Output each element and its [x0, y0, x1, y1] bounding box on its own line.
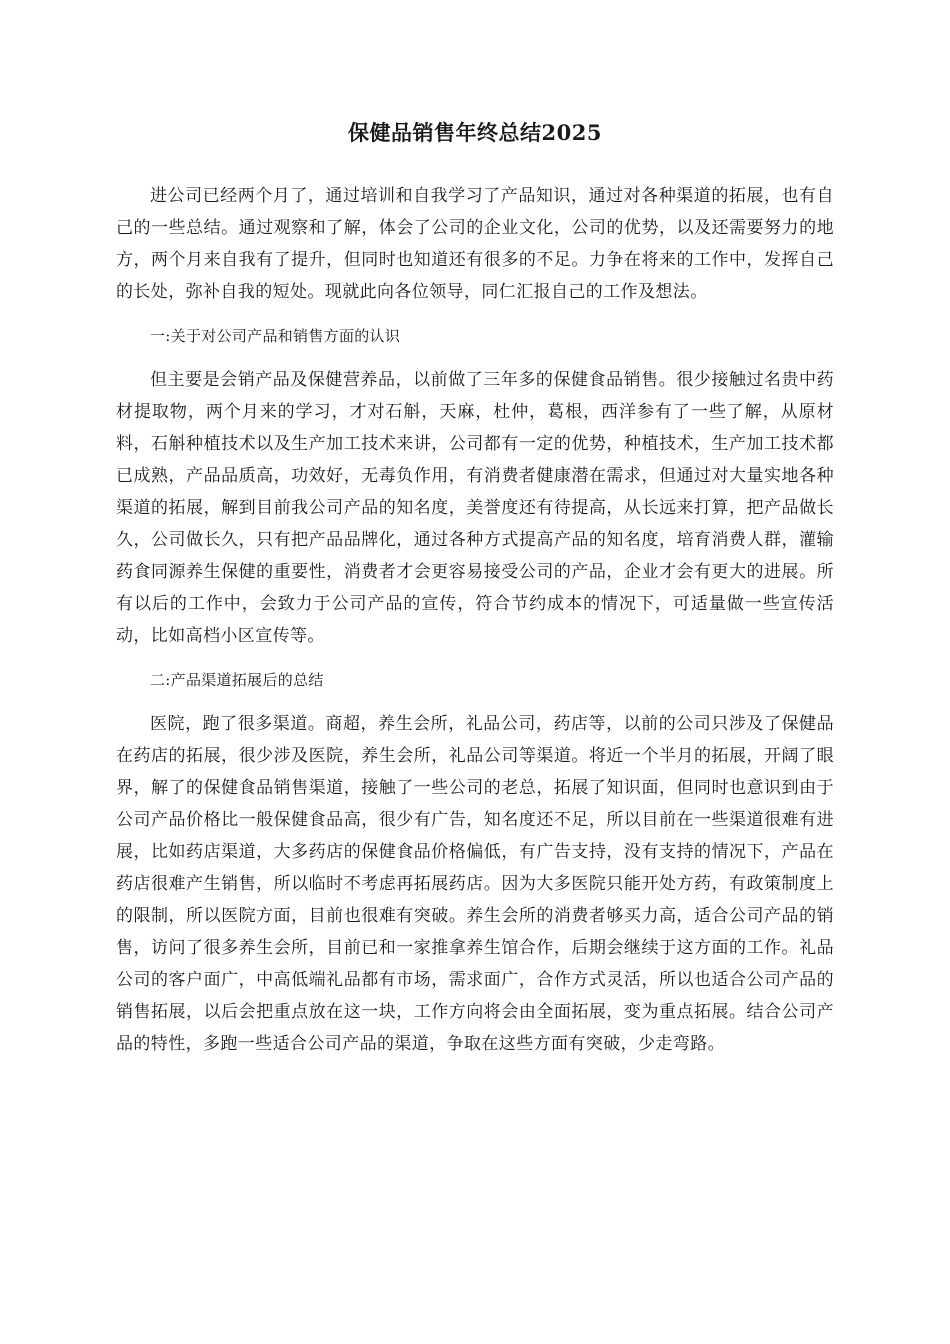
intro-paragraph: 进公司已经两个月了，通过培训和自我学习了产品知识，通过对各种渠道的拓展，也有自己的一些总结。通过观察和了解，体会了公司的企业文化，公司的优势，以及还需要努力的地方，两个月来自我有了提升，但同时也知道还有很多的不足。力争在将来的工作中，发挥自己的长处，弥补自我的短处。现就此向各位领导，同仁汇报自己的工作及想法。 — [116, 186, 834, 302]
document-title: 保健品销售年终总结2025 — [348, 120, 602, 145]
section-2-paragraph: 医院，跑了很多渠道。商超，养生会所，礼品公司，药店等，以前的公司只涉及了保健品在药店的拓展，很少涉及医院，养生会所，礼品公司等渠道。将近一个半月的拓展，开阔了眼界，解了的保健食品销售渠道，接触了一些公司的老总，拓展了知识面，但同时也意识到由于公司产品价格比一般保健食品高，很少有广告，知名度还不足，所以目前在一些渠道很难有进展，比如药店渠道，大多药店的保健食品价格偏低，有广告支持，没有支持的情况下，产品在药店很难产生销售，所以临时不考虑再拓展药店。因为大多医院只能开处方药，有政策制度上的限制，所以医院方面，目前也很难有突破。养生会所的消费者够买力高，适合公司产品的销售，访问了很多养生会所，目前已和一家推拿养生馆合作，后期会继续于这方面的工作。礼品公司的客户面广，中高低端礼品都有市场，需求面广，合作方式灵活，所以也适合公司产品的销售拓展，以后会把重点放在这一块，工作方向将会由全面拓展，变为重点拓展。结合公司产品的特性，多跑一些适合公司产品的渠道，争取在这些方面有突破，少走弯路。 — [116, 714, 834, 1054]
document-body — [116, 180, 834, 1060]
section-1-heading: 一:关于对公司产品和销售方面的认识 — [150, 327, 401, 345]
section-1-paragraph: 但主要是会销产品及保健营养品，以前做了三年多的保健食品销售。很少接触过名贵中药材提取物，两个月来的学习，才对石斛，天麻，杜仲，葛根，西洋参有了一些了解，从原材料，石斛种植技术以及生产加工技术来讲，公司都有一定的优势，种植技术，生产加工技术都已成熟，产品品质高，功效好，无毒负作用，有消费者健康潜在需求，但通过对大量实地各种渠道的拓展，解到目前我公司产品的知名度，美誉度还有待提高，从长远来打算，把产品做长久，公司做长久，只有把产品品牌化，通过各种方式提高产品的知名度，培育消费人群，灌输药食同源养生保健的重要性，消费者才会更容易接受公司的产品，企业才会有更大的进展。所有以后的工作中，会致力于公司产品的宣传，符合节约成本的情况下，可适量做一些宣传活动，比如高档小区宣传等。 — [116, 370, 834, 646]
section-2-heading: 二:产品渠道拓展后的总结 — [150, 671, 324, 689]
